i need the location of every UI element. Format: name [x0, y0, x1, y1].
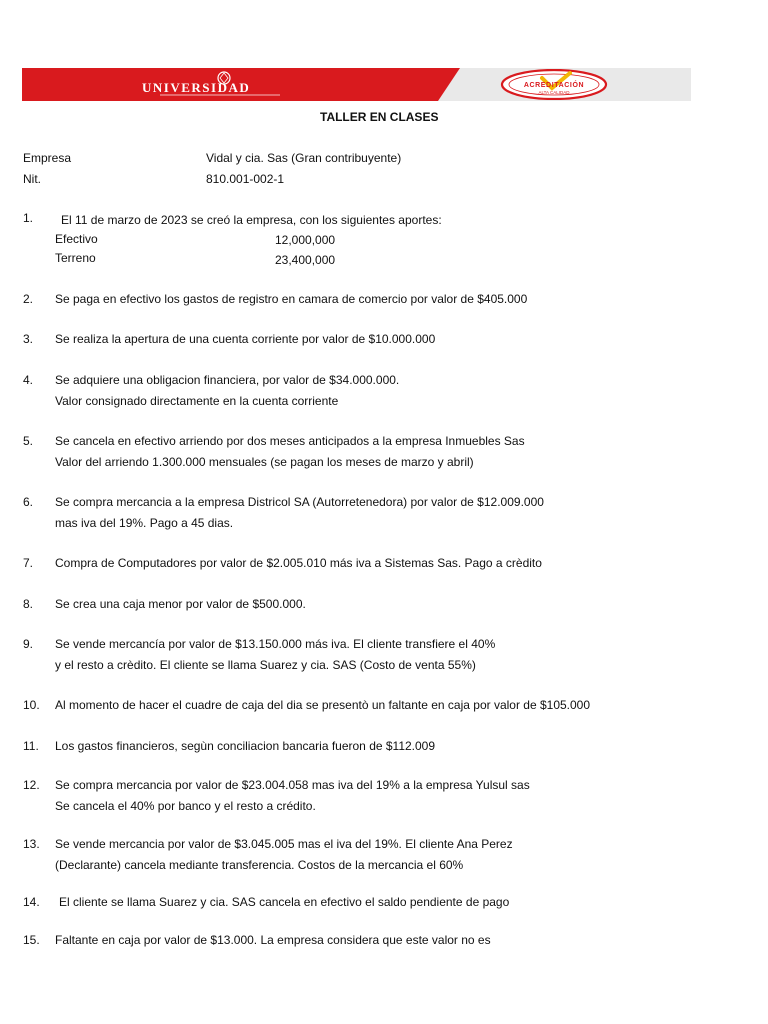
item-text: Se adquiere una obligacion financiera, por valor de $34.000.000.: [55, 373, 400, 387]
item-text: Valor consignado directamente en la cuenta corriente: [55, 394, 339, 408]
item-text: Se cancela el 40% por banco y el resto a crédito.: [55, 799, 316, 813]
item-text: Se vende mercancia por valor de $3.045.005 mas el iva del 19%. El cliente Ana Perez: [55, 837, 513, 851]
item-number: 8.: [23, 597, 34, 611]
item-text: El 11 de marzo de 2023 se creó la empresa, con los siguientes aportes:: [61, 213, 442, 227]
item-text: Faltante en caja por valor de $13.000. La empresa considera que este valor no es: [55, 933, 491, 947]
contribution-label: Efectivo: [55, 232, 98, 246]
item-number: 7.: [23, 556, 34, 570]
item-number: 15.: [23, 933, 40, 947]
page-title: TALLER EN CLASES: [320, 110, 439, 124]
nit-label: Nit.: [23, 172, 41, 186]
item-text: (Declarante) cancela mediante transferencia. Costos de la mercancia el 60%: [55, 858, 464, 872]
contribution-value: 23,400,000: [275, 253, 336, 267]
item-number: 5.: [23, 434, 34, 448]
svg-text:ACREDITACIÓN: ACREDITACIÓN: [523, 82, 585, 89]
item-text: mas iva del 19%. Pago a 45 dias.: [55, 516, 234, 530]
svg-text:ALTA CALIDAD: ALTA CALIDAD: [538, 90, 570, 95]
svg-text:UNIVERSIDAD: UNIVERSIDAD: [142, 80, 251, 95]
item-text: y el resto a crèdito. El cliente se llama Suarez y cia. SAS (Costo de venta 55%): [55, 658, 476, 672]
nit-value: 810.001-002-1: [206, 172, 285, 186]
university-logo: [140, 70, 330, 99]
item-text: Se realiza la apertura de una cuenta corriente por valor de $10.000.000: [55, 332, 436, 346]
item-number: 2.: [23, 292, 34, 306]
item-text: Valor del arriendo 1.300.000 mensuales (se pagan los meses de marzo y abril): [55, 455, 474, 469]
item-text: Se crea una caja menor por valor de $500.000.: [55, 597, 306, 611]
item-text: Se cancela en efectivo arriendo por dos meses anticipados a la empresa Inmuebles Sas: [55, 434, 525, 448]
contribution-label: Terreno: [55, 251, 96, 265]
item-number: 10.: [23, 698, 40, 712]
item-number: 4.: [23, 373, 34, 387]
item-text: Se vende mercancía por valor de $13.150.000 más iva. El cliente transfiere el 40%: [55, 637, 496, 651]
item-number: 9.: [23, 637, 34, 651]
item-text: Compra de Computadores por valor de $2.005.010 más iva a Sistemas Sas. Pago a crèdito: [55, 556, 542, 570]
item-text: Se compra mercancia a la empresa Districol SA (Autorretenedora) por valor de $12.009.000: [55, 495, 544, 509]
header-banner: [22, 68, 691, 101]
item-number: 11.: [23, 739, 39, 753]
item-number: 12.: [23, 778, 40, 792]
item-text: Se compra mercancia por valor de $23.004.058 mas iva del 19% a la empresa Yulsul sas: [55, 778, 530, 792]
company-label: Empresa: [23, 151, 72, 165]
item-text: Se paga en efectivo los gastos de registro en camara de comercio por valor de $405.000: [55, 292, 528, 306]
item-number: 1.: [23, 211, 34, 225]
item-number: 14.: [23, 895, 40, 909]
company-value: Vidal y cia. Sas (Gran contribuyente): [206, 151, 402, 165]
item-text: Los gastos financieros, segùn conciliacion bancaria fueron de $112.009: [55, 739, 436, 753]
item-text: Al momento de hacer el cuadre de caja del dia se presentò un faltante en caja por valor de $105.000: [55, 698, 591, 712]
contribution-value: 12,000,000: [275, 233, 336, 247]
accreditation-seal: [500, 69, 630, 100]
item-number: 3.: [23, 332, 34, 346]
item-number: 6.: [23, 495, 34, 509]
item-number: 13.: [23, 837, 40, 851]
item-text: El cliente se llama Suarez y cia. SAS cancela en efectivo el saldo pendiente de pago: [59, 895, 510, 909]
